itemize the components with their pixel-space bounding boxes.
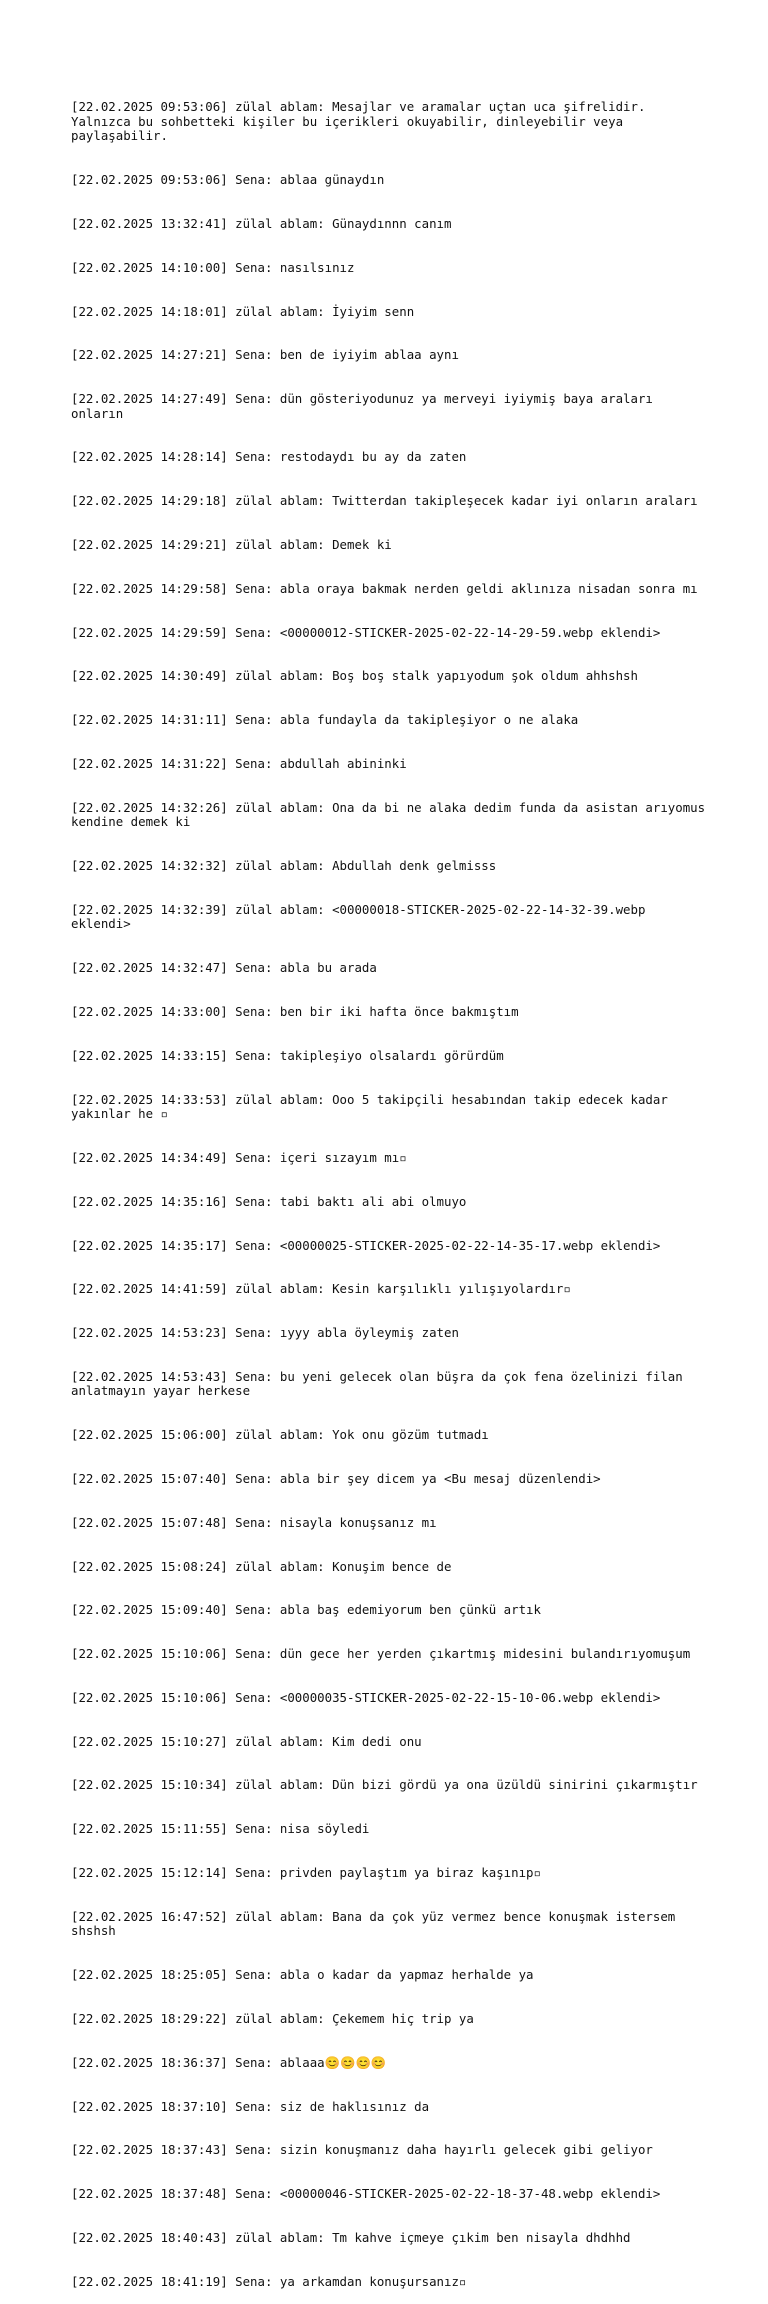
chat-line: [22.02.2025 14:18:01] zülal ablam: İyiyim senn — [71, 303, 415, 319]
chat-line: [22.02.2025 14:31:22] Sena: abdullah abininki — [71, 755, 407, 771]
chat-line: [22.02.2025 18:40:43] zülal ablam: Tm kahve içmeye çıkim ben nisayla dhdhhd — [71, 2229, 631, 2245]
chat-line: [22.02.2025 14:53:43] Sena: bu yeni gelecek olan büşra da çok fena özelinizi filan anlatmayın yayar herkese — [71, 1368, 691, 1399]
chat-line: [22.02.2025 14:31:11] Sena: abla fundayla da takipleşiyor o ne alaka — [71, 712, 579, 728]
chat-line: [22.02.2025 14:35:17] Sena: <00000025-STICKER-2025-02-22-14-35-17.webp eklendi> — [71, 1237, 661, 1253]
chat-line: [22.02.2025 18:41:19] Sena: ya arkamdan konuşursanız▫ — [71, 2273, 467, 2289]
chat-line: [22.02.2025 15:09:40] Sena: abla baş edemiyorum ben çünkü artık — [71, 1602, 541, 1618]
chat-line: [22.02.2025 14:32:39] zülal ablam: <00000018-STICKER-2025-02-22-14-32-39.webp eklendi> — [71, 901, 653, 932]
chat-line: [22.02.2025 14:29:21] zülal ablam: Demek ki — [71, 537, 392, 552]
chat-line: [22.02.2025 13:32:41] zülal ablam: Günaydınnn canım — [71, 215, 452, 231]
chat-line: [22.02.2025 18:29:22] zülal ablam: Çekemem hiç trip ya — [71, 2010, 474, 2026]
chat-line: [22.02.2025 15:08:24] zülal ablam: Konuşim bence de — [71, 1558, 452, 1574]
chat-line: [22.02.2025 14:29:59] Sena: <00000012-STICKER-2025-02-22-14-29-59.webp eklendi> — [71, 624, 661, 640]
chat-line: [22.02.2025 14:29:58] Sena: abla oraya bakmak nerden geldi aklınıza nisadan sonra mı — [71, 580, 698, 596]
chat-line: [22.02.2025 09:53:06] zülal ablam: Mesajlar ve aramalar uçtan uca şifrelidir. Yalnızca bu sohbetteki kişiler bu içerikleri okuyabilir, dinleyebilir veya paylaşabilir. — [71, 99, 653, 144]
chat-line: [22.02.2025 18:37:48] Sena: <00000046-STICKER-2025-02-22-18-37-48.webp eklendi> — [71, 2186, 661, 2202]
chat-line: [22.02.2025 18:25:05] Sena: abla o kadar da yapmaz herhalde ya — [71, 1967, 534, 1983]
chat-line: [22.02.2025 18:37:43] Sena: sizin konuşmanız daha hayırlı gelecek gibi geliyor — [71, 2142, 653, 2158]
chat-line: [22.02.2025 14:30:49] zülal ablam: Boş boş stalk yapıyodum şok oldum ahhshsh — [71, 668, 638, 684]
chat-line: [22.02.2025 14:32:47] Sena: abla bu arada — [71, 960, 377, 976]
chat-line: [22.02.2025 15:10:27] zülal ablam: Kim dedi onu — [71, 1733, 422, 1749]
chat-line: [22.02.2025 14:28:14] Sena: restodaydı bu ay da zaten — [71, 449, 467, 465]
chat-line: [22.02.2025 14:35:16] Sena: tabi baktı ali abi olmuyo — [71, 1193, 467, 1209]
chat-line: [22.02.2025 15:10:34] zülal ablam: Dün bizi gördü ya ona üzüldü sinirini çıkarmıştır — [71, 1777, 698, 1793]
chat-line: [22.02.2025 14:53:23] Sena: ıyyy abla öyleymiş zaten — [71, 1325, 459, 1341]
chat-line: [22.02.2025 14:32:32] zülal ablam: Abdullah denk gelmisss — [71, 858, 497, 874]
chat-line: [22.02.2025 14:29:18] zülal ablam: Twitterdan takipleşecek kadar iyi onların araları — [71, 493, 698, 509]
chat-line: [22.02.2025 15:12:14] Sena: privden paylaştım ya biraz kaşınıp▫ — [71, 1865, 541, 1881]
chat-line: [22.02.2025 14:33:15] Sena: takipleşiyo olsalardı görürdüm — [71, 1047, 504, 1063]
chat-log — [71, 71, 711, 2304]
chat-line: [22.02.2025 14:41:59] zülal ablam: Kesin karşılıklı yılışıyolardır▫ — [71, 1281, 571, 1297]
chat-line: [22.02.2025 09:53:06] Sena: ablaa günaydın — [71, 172, 385, 188]
chat-line: [22.02.2025 14:27:49] Sena: dün gösteriyodunuz ya merveyi iyiymiş baya araları onların — [71, 391, 661, 421]
chat-line: [22.02.2025 15:10:06] Sena: dün gece her yerden çıkartmış midesini bulandırıyomuşum — [71, 1646, 691, 1662]
chat-line: [22.02.2025 18:36:37] Sena: ablaaa😊😊😊😊 — [71, 2054, 387, 2070]
chat-line: [22.02.2025 15:11:55] Sena: nisa söyledi — [71, 1821, 370, 1837]
chat-line: [22.02.2025 14:32:26] zülal ablam: Ona da bi ne alaka dedim funda da asistan arıyomus kendine demek ki — [71, 799, 713, 830]
chat-line: [22.02.2025 18:37:10] Sena: siz de haklısınız da — [71, 2098, 430, 2114]
chat-line: [22.02.2025 15:07:40] Sena: abla bir şey dicem ya <Bu mesaj düzenlendi> — [71, 1471, 601, 1486]
chat-line: [22.02.2025 15:07:48] Sena: nisayla konuşsanız mı — [71, 1514, 437, 1530]
chat-line: [22.02.2025 14:34:49] Sena: içeri sızayım mı▫ — [71, 1149, 407, 1165]
chat-line: [22.02.2025 14:33:00] Sena: ben bir iki hafta önce bakmıştım — [71, 1004, 519, 1019]
chat-line: [22.02.2025 15:10:06] Sena: <00000035-STICKER-2025-02-22-15-10-06.webp eklendi> — [71, 1689, 661, 1705]
chat-line: [22.02.2025 16:47:52] zülal ablam: Bana da çok yüz vermez bence konuşmak istersem shshsh — [71, 1908, 683, 1939]
chat-line: [22.02.2025 14:10:00] Sena: nasılsınız — [71, 259, 355, 275]
chat-line: [22.02.2025 15:06:00] zülal ablam: Yok onu gözüm tutmadı — [71, 1427, 489, 1443]
chat-line: [22.02.2025 14:33:53] zülal ablam: Ooo 5 takipçili hesabından takip edecek kadar yakınlar he ▫ — [71, 1091, 676, 1122]
chat-line: [22.02.2025 14:27:21] Sena: ben de iyiyim ablaa aynı — [71, 347, 459, 363]
